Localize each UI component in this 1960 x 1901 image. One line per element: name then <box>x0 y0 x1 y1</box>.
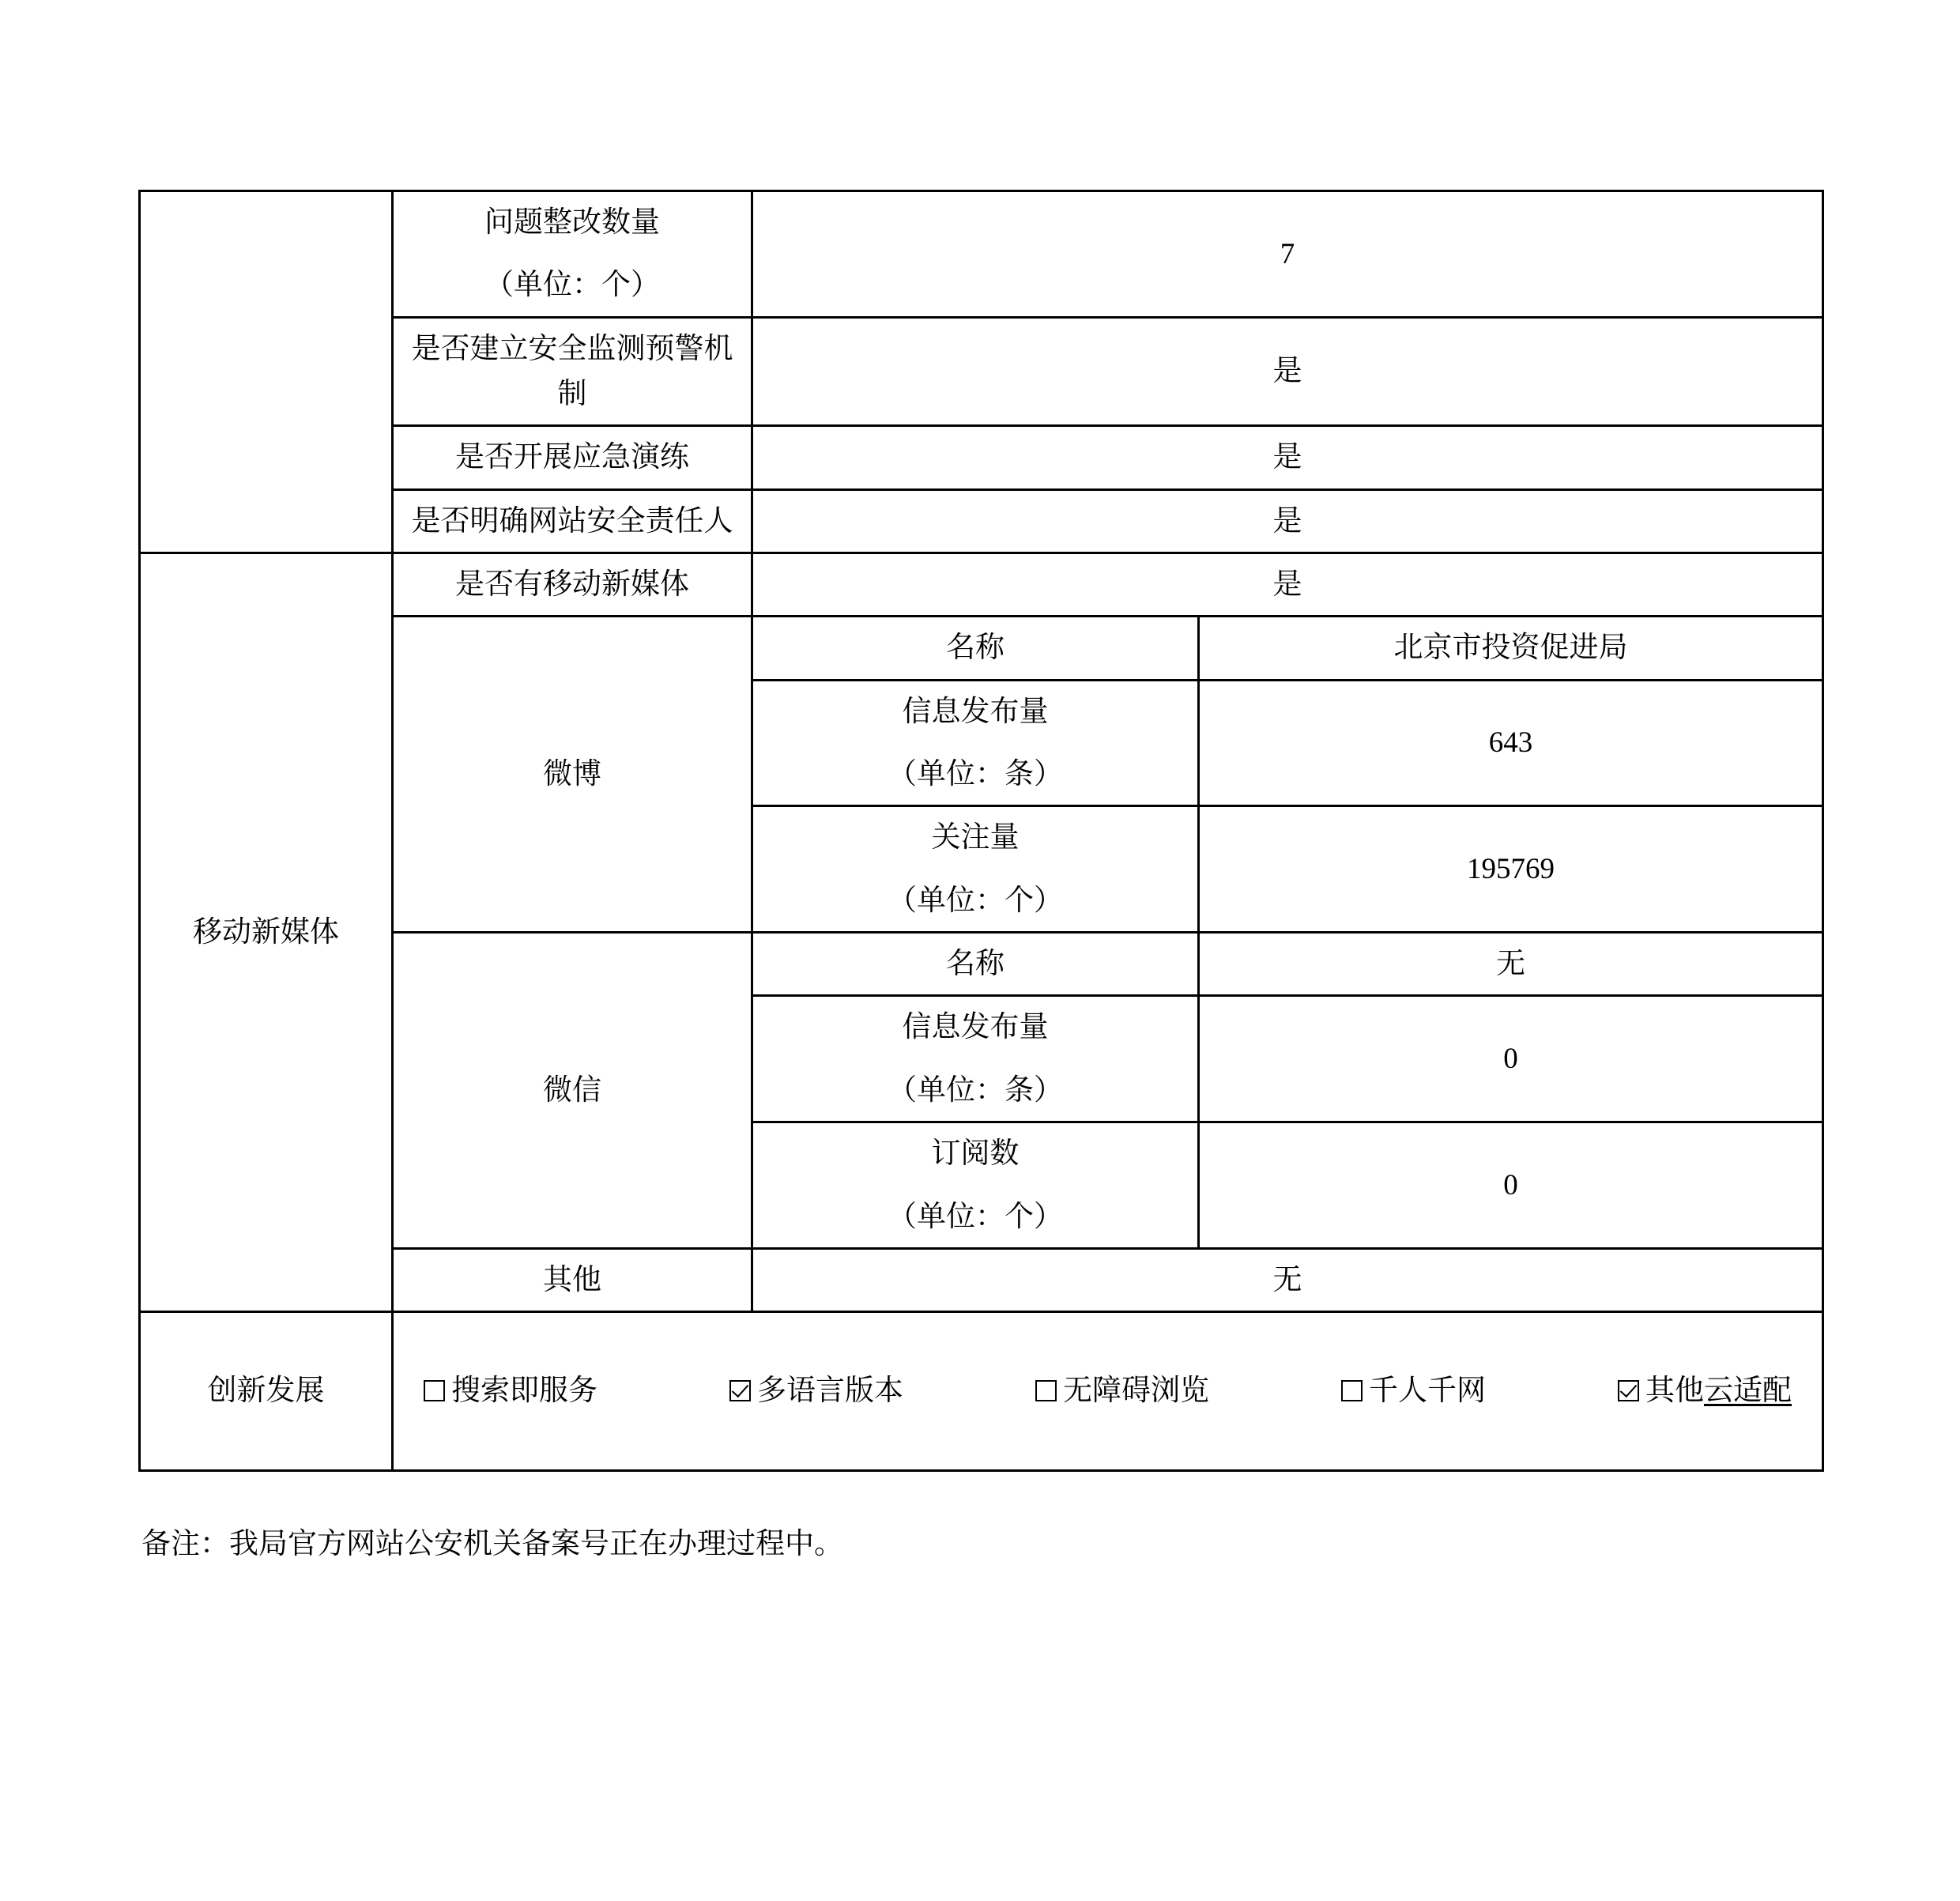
innovation-option-label: 其他 <box>1645 1375 1704 1408</box>
row-label-weibo: 微博 <box>393 617 752 933</box>
row-value-weixin-subscribe: 0 <box>1199 1122 1823 1249</box>
label-line-1: 信息发布量 <box>902 1011 1049 1044</box>
section-label-mobile-media: 移动新媒体 <box>140 553 393 1312</box>
innovation-option-note: 云适配 <box>1704 1375 1792 1408</box>
row-value-other-media: 无 <box>752 1248 1823 1311</box>
row-label-weixin-name: 名称 <box>752 933 1199 996</box>
row-label-has-mobile-media: 是否有移动新媒体 <box>393 553 752 617</box>
table-row <box>140 426 1823 489</box>
checked-checkbox-icon[interactable] <box>1618 1380 1639 1401</box>
row-value-weixin-publish: 0 <box>1199 996 1823 1122</box>
row-value-problem-fix: 7 <box>752 191 1823 318</box>
label-line-1: 订阅数 <box>931 1137 1020 1171</box>
innovation-option-label: 多语言版本 <box>757 1375 903 1408</box>
table-row <box>140 317 1823 426</box>
table-row <box>140 617 1823 680</box>
section-label-innovation: 创新发展 <box>140 1312 393 1470</box>
row-value-weibo-publish: 643 <box>1199 680 1823 806</box>
innovation-options-cell <box>393 1312 1823 1470</box>
row-label-problem-fix <box>393 191 752 318</box>
remark-text: 备注：我局官方网站公安机关备案号正在办理过程中。 <box>141 1527 843 1560</box>
innovation-option-label: 千人千网 <box>1369 1375 1486 1408</box>
row-value-weibo-follow: 195769 <box>1199 806 1823 933</box>
row-value-weibo-name: 北京市投资促进局 <box>1199 617 1823 680</box>
innovation-option-4[interactable] <box>1341 1368 1486 1413</box>
row-value-security-monitor: 是 <box>752 317 1823 426</box>
row-label-weixin: 微信 <box>393 933 752 1249</box>
unchecked-checkbox-icon[interactable] <box>1035 1380 1057 1401</box>
table-row <box>140 1312 1823 1470</box>
row-label-weibo-name: 名称 <box>752 617 1199 680</box>
innovation-option-label: 无障碍浏览 <box>1063 1375 1209 1408</box>
unchecked-checkbox-icon[interactable] <box>424 1380 445 1401</box>
innovation-option-3[interactable] <box>1035 1368 1209 1413</box>
innovation-options-list <box>400 1321 1815 1461</box>
unchecked-checkbox-icon[interactable] <box>1341 1380 1363 1401</box>
row-label-security-monitor: 是否建立安全监测预警机制 <box>393 317 752 426</box>
label-line-1: 问题整改数量 <box>484 206 660 239</box>
innovation-option-label: 搜索即服务 <box>451 1375 597 1408</box>
row-value-security-owner: 是 <box>752 489 1823 553</box>
innovation-option-5[interactable] <box>1618 1368 1792 1413</box>
row-label-weibo-follow <box>752 806 1199 933</box>
label-line-2: （单位：条） <box>888 1073 1063 1107</box>
row-label-weixin-subscribe <box>752 1122 1199 1249</box>
label-line-2: （单位：个） <box>888 884 1063 917</box>
label-line-1: 关注量 <box>931 821 1020 854</box>
row-label-other-media: 其他 <box>393 1248 752 1311</box>
label-line-2: （单位：个） <box>888 1200 1063 1233</box>
row-label-emergency-drill: 是否开展应急演练 <box>393 426 752 489</box>
row-value-emergency-drill: 是 <box>752 426 1823 489</box>
row-label-security-owner: 是否明确网站安全责任人 <box>393 489 752 553</box>
label-line-1: 信息发布量 <box>902 695 1049 728</box>
innovation-option-1[interactable] <box>424 1368 597 1413</box>
section-blank-cell <box>140 191 393 553</box>
label-line-2: （单位：个） <box>484 269 660 302</box>
row-label-weibo-publish <box>752 680 1199 806</box>
checked-checkbox-icon[interactable] <box>729 1380 751 1401</box>
annual-report-table <box>138 190 1824 1472</box>
row-label-weixin-publish <box>752 996 1199 1122</box>
table-row <box>140 489 1823 553</box>
row-value-has-mobile-media: 是 <box>752 553 1823 617</box>
row-value-weixin-name: 无 <box>1199 933 1823 996</box>
label-line-2: （单位：条） <box>888 758 1063 791</box>
table-row <box>140 553 1823 617</box>
table-row <box>140 191 1823 318</box>
table-row <box>140 933 1823 996</box>
innovation-option-2[interactable] <box>729 1368 903 1413</box>
table-row <box>140 1248 1823 1311</box>
